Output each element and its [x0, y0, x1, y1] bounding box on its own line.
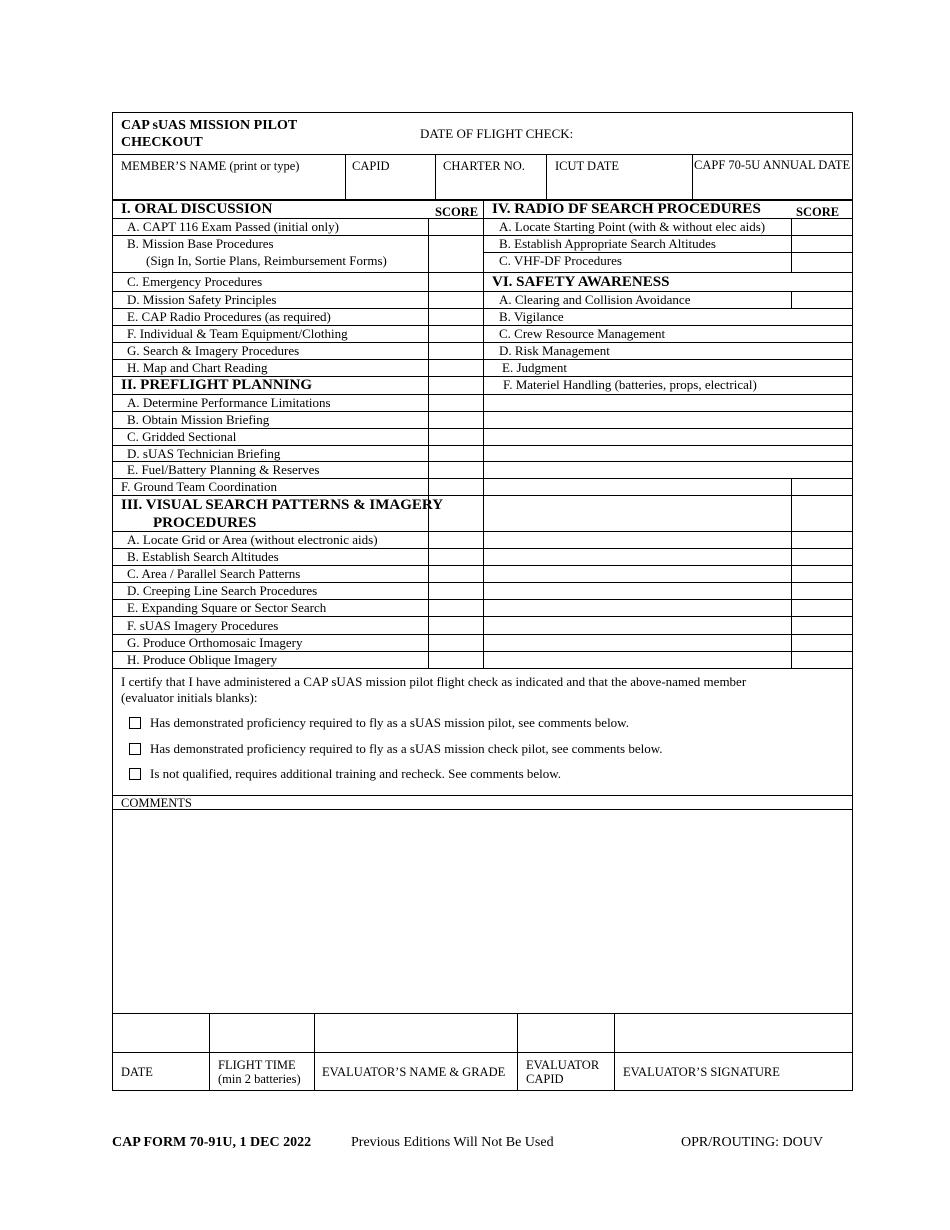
safety-item-d: D. Risk Management: [499, 343, 610, 358]
icut-date-field[interactable]: [547, 176, 691, 198]
evaluator-signature-label: EVALUATOR’S SIGNATURE: [623, 1065, 780, 1079]
member-name-field[interactable]: [113, 176, 344, 198]
score-cell[interactable]: [429, 273, 482, 290]
member-name-label: MEMBER’S NAME (print or type): [121, 159, 300, 173]
score-cell[interactable]: [429, 549, 482, 564]
score-cell[interactable]: [429, 429, 482, 444]
score-cell[interactable]: [429, 360, 482, 375]
oral-item-g: G. Search & Imagery Procedures: [127, 343, 300, 358]
icut-date-label: ICUT DATE: [555, 159, 620, 173]
editions-note: Previous Editions Will Not Be Used: [351, 1135, 554, 1150]
visual-item-a: A. Locate Grid or Area (without electronic aids): [127, 532, 378, 547]
evaluator-signature-field[interactable]: [615, 1014, 852, 1051]
certify-not-qualified-label: Is not qualified, requires additional training and recheck. See comments below.: [150, 766, 562, 781]
opr-routing: OPR/ROUTING: DOUV: [681, 1135, 823, 1150]
divider: [791, 478, 792, 668]
visual-item-g: G. Produce Orthomosaic Imagery: [127, 635, 303, 650]
flight-time-label: FLIGHT TIME: [218, 1058, 296, 1072]
preflight-item-f: F. Ground Team Coordination: [121, 479, 277, 494]
form-title-line2: CHECKOUT: [121, 135, 203, 150]
visual-item-f: F. sUAS Imagery Procedures: [127, 618, 279, 633]
certify-check-pilot-checkbox[interactable]: [129, 743, 141, 755]
oral-item-a: A. CAPT 116 Exam Passed (initial only): [127, 219, 339, 234]
evaluator-name-label: EVALUATOR’S NAME & GRADE: [322, 1065, 506, 1079]
form-id: CAP FORM 70-91U, 1 DEC 2022: [112, 1135, 312, 1150]
score-cell[interactable]: [429, 635, 482, 650]
score-cell[interactable]: [792, 236, 852, 251]
score-cell[interactable]: [429, 343, 482, 358]
divider: [112, 495, 853, 496]
evaluator-name-field[interactable]: [315, 1014, 516, 1051]
score-cell[interactable]: [429, 462, 482, 477]
date-of-check-field[interactable]: [590, 118, 850, 152]
score-cell[interactable]: [429, 326, 482, 341]
capid-label: CAPID: [352, 159, 390, 173]
oral-item-e: E. CAP Radio Procedures (as required): [127, 309, 331, 324]
oral-item-f: F. Individual & Team Equipment/Clothing: [127, 326, 348, 341]
oral-item-d: D. Mission Safety Principles: [127, 292, 277, 307]
score-cell[interactable]: [792, 219, 852, 234]
score-cell[interactable]: [429, 496, 482, 530]
radio-item-a: A. Locate Starting Point (with & without elec aids): [499, 219, 766, 234]
section-safety-heading: VI. SAFETY AWARENESS: [492, 274, 670, 290]
certify-pilot-checkbox[interactable]: [129, 717, 141, 729]
score-cell[interactable]: [429, 412, 482, 427]
safety-item-b: B. Vigilance: [499, 309, 564, 324]
score-cell[interactable]: [429, 600, 482, 615]
score-cell[interactable]: [429, 566, 482, 581]
flight-time-sublabel: (min 2 batteries): [218, 1072, 301, 1086]
score-cell[interactable]: [429, 617, 482, 633]
radio-item-c: C. VHF-DF Procedures: [499, 253, 622, 268]
date-of-check-label: DATE OF FLIGHT CHECK:: [420, 126, 574, 141]
certify-statement: I certify that I have administered a CAP sUAS mission pilot flight check as indicated and that the above-named member: [121, 674, 747, 689]
score-cell[interactable]: [429, 532, 482, 547]
capid-field[interactable]: [346, 176, 434, 198]
preflight-item-d: D. sUAS Technician Briefing: [127, 446, 281, 461]
oral-item-h: H. Map and Chart Reading: [127, 360, 268, 375]
section-visual-search-heading-line2: PROCEDURES: [153, 515, 257, 531]
score-cell[interactable]: [429, 479, 482, 494]
certify-pilot-label: Has demonstrated proficiency required to fly as a sUAS mission pilot, see comments below.: [150, 715, 629, 730]
visual-item-e: E. Expanding Square or Sector Search: [127, 600, 327, 615]
divider: [112, 1052, 853, 1053]
annual-date-label: CAPF 70-5U ANNUAL DATE: [694, 158, 851, 172]
score-cell[interactable]: [429, 292, 482, 307]
radio-item-b: B. Establish Appropriate Search Altitudes: [499, 236, 716, 251]
score-cell[interactable]: [429, 236, 482, 271]
evaluator-capid-field[interactable]: [518, 1014, 613, 1051]
section-visual-search-heading: III. VISUAL SEARCH PATTERNS & IMAGERY: [121, 497, 444, 513]
score-header-right: SCORE: [796, 205, 840, 219]
preflight-item-c: C. Gridded Sectional: [127, 429, 237, 444]
score-cell[interactable]: [429, 395, 482, 410]
flight-time-field[interactable]: [210, 1014, 313, 1051]
preflight-item-b: B. Obtain Mission Briefing: [127, 412, 270, 427]
visual-item-d: D. Creeping Line Search Procedures: [127, 583, 318, 598]
visual-item-c: C. Area / Parallel Search Patterns: [127, 566, 301, 581]
score-cell[interactable]: [429, 652, 482, 667]
divider: [112, 795, 853, 796]
oral-item-b: B. Mission Base Procedures: [127, 236, 274, 251]
divider: [112, 668, 853, 669]
visual-item-h: H. Produce Oblique Imagery: [127, 652, 278, 667]
safety-item-c: C. Crew Resource Management: [499, 326, 666, 341]
comments-field[interactable]: [113, 810, 852, 1012]
safety-item-f: F. Materiel Handling (batteries, props, electrical): [503, 377, 757, 392]
preflight-item-e: E. Fuel/Battery Planning & Reserves: [127, 462, 320, 477]
oral-item-c: C. Emergency Procedures: [127, 274, 263, 289]
certify-not-qualified-checkbox[interactable]: [129, 768, 141, 780]
section-preflight-heading: II. PREFLIGHT PLANNING: [121, 377, 313, 393]
score-cell[interactable]: [429, 309, 482, 324]
evaluator-capid-label: EVALUATOR: [526, 1058, 600, 1072]
evaluation-date-field[interactable]: [113, 1014, 208, 1051]
oral-item-b-detail: (Sign In, Sortie Plans, Reimbursement Forms): [146, 253, 387, 268]
certify-check-pilot-label: Has demonstrated proficiency required to fly as a sUAS mission check pilot, see comments below.: [150, 741, 663, 756]
score-cell[interactable]: [429, 446, 482, 460]
comments-label: COMMENTS: [121, 796, 192, 810]
form-title: CAP sUAS MISSION PILOT: [121, 118, 298, 133]
charter-field[interactable]: [436, 176, 545, 198]
score-header-left: SCORE: [435, 205, 479, 219]
visual-item-b: B. Establish Search Altitudes: [127, 549, 279, 564]
certify-statement-line2: (evaluator initials blanks):: [121, 690, 258, 705]
evaluator-capid-sublabel: CAPID: [526, 1072, 564, 1086]
annual-date-field[interactable]: [693, 176, 852, 198]
score-cell[interactable]: [429, 219, 482, 234]
safety-item-e: E. Judgment: [502, 360, 567, 375]
preflight-item-a: A. Determine Performance Limitations: [127, 395, 331, 410]
score-cell[interactable]: [429, 583, 482, 598]
divider: [112, 616, 853, 617]
divider: [112, 154, 853, 155]
score-cell[interactable]: [792, 292, 852, 307]
section-oral-discussion-heading: I. ORAL DISCUSSION: [121, 201, 273, 217]
safety-item-a: A. Clearing and Collision Avoidance: [499, 292, 691, 307]
section-radio-df-heading: IV. RADIO DF SEARCH PROCEDURES: [492, 201, 761, 217]
divider: [483, 272, 853, 273]
date-label: DATE: [121, 1065, 153, 1079]
charter-label: CHARTER NO.: [443, 159, 525, 173]
score-cell[interactable]: [792, 253, 852, 271]
